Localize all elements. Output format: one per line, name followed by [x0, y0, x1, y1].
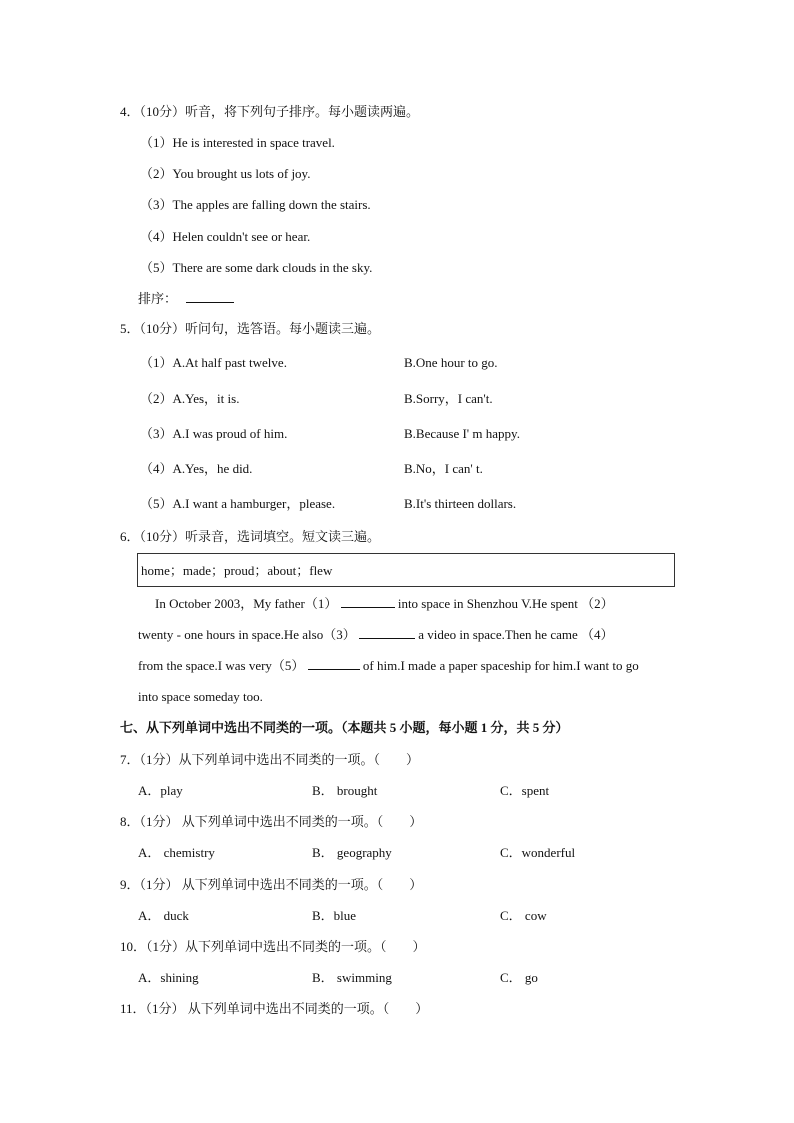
q6-blank-3[interactable]	[359, 626, 415, 639]
q10-option-b: B． swimming	[312, 970, 392, 985]
q6-stem: 6．（10分）听录音，选词填空。短文读三遍。	[120, 529, 381, 544]
q6-paragraph-line-1	[155, 595, 614, 613]
q5-4-option-a: （4）A.Yes，he did.	[140, 461, 253, 476]
section-7-heading: 七、从下列单词中选出不同类的一项。（本题共 5 小题，每小题 1 分，共 5 分）	[120, 720, 569, 735]
q6-text-2a: twenty - one hours in space.He also（3）	[138, 627, 356, 642]
q8-option-a: A． chemistry	[138, 845, 215, 860]
q6-text-2b: a video in space.Then he came （4）	[418, 627, 614, 642]
q5-3-option-b: B.Because I' m happy.	[404, 426, 520, 441]
q5-2-option-a: （2）A.Yes，it is.	[140, 391, 240, 406]
q8-stem: 8．（1分） 从下列单词中选出不同类的一项。（ ）	[120, 814, 423, 829]
q10-option-a: A．shining	[138, 970, 199, 985]
q5-5-option-a: （5）A.I want a hamburger，please.	[140, 496, 336, 511]
q5-1-option-a: （1）A.At half past twelve.	[140, 355, 287, 370]
q10-option-c: C． go	[500, 970, 538, 985]
q6-blank-5[interactable]	[308, 657, 360, 670]
q8-option-c: C．wonderful	[500, 845, 576, 860]
q4-order-label: 排序：	[138, 291, 178, 306]
q10-stem: 10．（1分）从下列单词中选出不同类的一项。（ ）	[120, 939, 426, 954]
q5-3-option-a: （3）A.I was proud of him.	[140, 426, 288, 441]
q4-item-2: （2）You brought us lots of joy.	[140, 166, 311, 181]
q4-order-row	[138, 290, 234, 308]
q9-option-a: A． duck	[138, 908, 189, 923]
q5-stem: 5．（10分）听问句，选答语。每小题读三遍。	[120, 321, 381, 336]
q4-item-4: （4）Helen couldn't see or hear.	[140, 229, 311, 244]
q8-option-b: B． geography	[312, 845, 392, 860]
q4-stem: 4．（10分）听音，将下列句子排序。每小题读两遍。	[120, 104, 420, 119]
q6-paragraph-line-2	[138, 626, 614, 644]
q4-item-1: （1）He is interested in space travel.	[140, 135, 335, 150]
q7-option-c: C．spent	[500, 783, 550, 798]
q5-4-option-b: B.No，I can' t.	[404, 461, 483, 476]
q6-blank-1[interactable]	[341, 595, 395, 608]
q4-item-3: （3）The apples are falling down the stairs.	[140, 197, 371, 212]
q6-text-3b: of him.I made a paper spaceship for him.I want to go	[362, 658, 639, 673]
q5-2-option-b: B.Sorry，I can't.	[404, 391, 493, 406]
q6-word-bank-box	[137, 553, 675, 587]
q6-text-3a: from the space.I was very（5）	[138, 658, 305, 673]
q6-paragraph-line-3	[138, 657, 639, 675]
q11-stem: 11．（1分） 从下列单词中选出不同类的一项。（ ）	[120, 1001, 429, 1016]
q9-stem: 9．（1分） 从下列单词中选出不同类的一项。（ ）	[120, 877, 423, 892]
q4-order-blank[interactable]	[186, 290, 234, 303]
q5-1-option-b: B.One hour to go.	[404, 355, 498, 370]
q6-text-1a: In October 2003，My father（1）	[155, 596, 338, 611]
q9-option-b: B．blue	[312, 908, 357, 923]
q7-option-a: A．play	[138, 783, 183, 798]
q7-stem: 7．（1分）从下列单词中选出不同类的一项。（ ）	[120, 752, 420, 767]
q6-text-1b: into space in Shenzhou V.He spent （2）	[397, 596, 614, 611]
q9-option-c: C． cow	[500, 908, 547, 923]
q6-paragraph-line-4: into space someday too.	[138, 689, 263, 704]
q7-option-b: B． brought	[312, 783, 378, 798]
q5-5-option-b: B.It's thirteen dollars.	[404, 496, 517, 511]
q6-word-bank: home；made；proud；about；flew	[141, 563, 333, 578]
q4-item-5: （5）There are some dark clouds in the sky.	[140, 260, 373, 275]
